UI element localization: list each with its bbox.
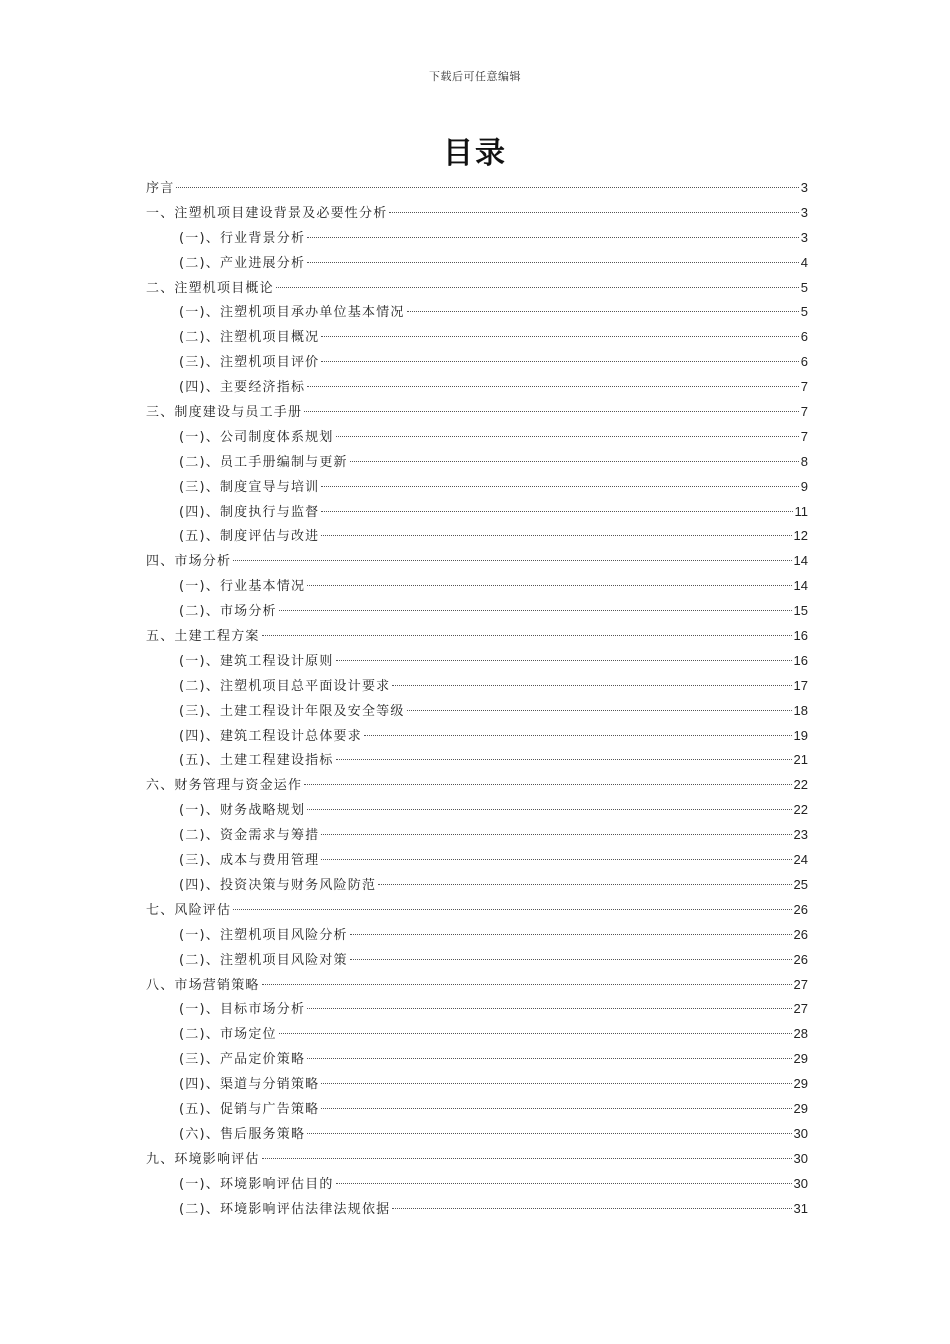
toc-entry-page-number: 4: [800, 254, 808, 270]
toc-entry[interactable]: [146, 500, 808, 525]
toc-dot-leader: [307, 585, 791, 586]
toc-dot-leader: [321, 535, 791, 536]
toc-dot-leader: [350, 461, 799, 462]
toc-entry-page-number: 5: [800, 304, 808, 320]
toc-dot-leader: [176, 187, 798, 188]
toc-entry[interactable]: [146, 276, 808, 301]
toc-entry-label: (六)、售后服务策略: [179, 1126, 306, 1142]
toc-entry-label: (四)、渠道与分销策略: [179, 1077, 320, 1093]
toc-entry-page-number: 30: [793, 1125, 808, 1141]
toc-dot-leader: [262, 1158, 792, 1159]
toc-entry[interactable]: [146, 649, 808, 674]
toc-entry-label: (一)、目标市场分析: [179, 1002, 306, 1018]
toc-entry[interactable]: [146, 1022, 808, 1047]
toc-entry-page-number: 23: [793, 827, 808, 843]
toc-entry-label: (二)、资金需求与筹措: [179, 828, 320, 844]
table-of-contents: [146, 176, 808, 1221]
toc-entry-label: (三)、成本与费用管理: [179, 853, 320, 869]
toc-entry-page-number: 16: [793, 628, 808, 644]
toc-entry-page-number: 18: [793, 702, 808, 718]
toc-entry-page-number: 9: [800, 478, 808, 494]
toc-entry-label: (二)、注塑机项目风险对策: [179, 952, 348, 968]
toc-dot-leader: [307, 1008, 791, 1009]
toc-entry-label: (四)、建筑工程设计总体要求: [179, 728, 362, 744]
toc-entry-page-number: 6: [800, 354, 808, 370]
toc-entry[interactable]: [146, 201, 808, 226]
toc-dot-leader: [307, 386, 799, 387]
toc-entry-page-number: 22: [793, 777, 808, 793]
toc-entry-label: 九、环境影响评估: [146, 1151, 260, 1167]
toc-entry-label: (一)、行业基本情况: [179, 579, 306, 595]
toc-entry-label: 七、风险评估: [146, 902, 232, 918]
toc-entry-page-number: 6: [800, 329, 808, 345]
toc-entry-label: (三)、土建工程设计年限及安全等级: [179, 703, 405, 719]
toc-entry-page-number: 21: [793, 752, 808, 768]
toc-entry-page-number: 28: [793, 1026, 808, 1042]
toc-entry[interactable]: [146, 997, 808, 1022]
toc-entry-page-number: 26: [793, 901, 808, 917]
toc-entry[interactable]: [146, 898, 808, 923]
toc-entry[interactable]: [146, 748, 808, 773]
toc-dot-leader: [364, 735, 792, 736]
toc-dot-leader: [321, 486, 798, 487]
toc-entry-page-number: 7: [800, 379, 808, 395]
toc-entry-page-number: 3: [800, 229, 808, 245]
toc-dot-leader: [307, 809, 791, 810]
toc-entry-label: (一)、注塑机项目风险分析: [179, 927, 348, 943]
toc-entry-label: (二)、注塑机项目概况: [179, 330, 320, 346]
toc-entry-label: 四、市场分析: [146, 554, 232, 570]
toc-entry-page-number: 24: [793, 852, 808, 868]
toc-entry[interactable]: [146, 549, 808, 574]
toc-dot-leader: [321, 1083, 791, 1084]
toc-entry[interactable]: [146, 674, 808, 699]
toc-entry-page-number: 25: [793, 876, 808, 892]
toc-entry-page-number: 30: [793, 1175, 808, 1191]
toc-entry[interactable]: [146, 1197, 808, 1222]
toc-dot-leader: [392, 1208, 791, 1209]
toc-dot-leader: [262, 635, 792, 636]
toc-entry-page-number: 3: [800, 204, 808, 220]
toc-entry-page-number: 27: [793, 976, 808, 992]
toc-dot-leader: [350, 959, 792, 960]
toc-entry[interactable]: [146, 350, 808, 375]
toc-entry-page-number: 26: [793, 926, 808, 942]
toc-entry-label: (三)、注塑机项目评价: [179, 355, 320, 371]
toc-dot-leader: [321, 361, 798, 362]
toc-entry[interactable]: [146, 699, 808, 724]
toc-entry-page-number: 22: [793, 802, 808, 818]
toc-entry-label: (二)、市场分析: [179, 604, 277, 620]
toc-entry-label: (四)、制度执行与监督: [179, 504, 320, 520]
toc-entry[interactable]: [146, 823, 808, 848]
toc-entry[interactable]: [146, 873, 808, 898]
toc-entry[interactable]: [146, 400, 808, 425]
toc-dot-leader: [321, 859, 791, 860]
toc-entry-label: 三、制度建设与员工手册: [146, 405, 303, 421]
toc-entry-label: 八、市场营销策略: [146, 977, 260, 993]
header-note: 下载后可任意编辑: [429, 70, 521, 83]
toc-dot-leader: [307, 1058, 791, 1059]
toc-entry-label: (二)、员工手册编制与更新: [179, 454, 348, 470]
toc-entry[interactable]: [146, 1147, 808, 1172]
toc-entry-label: (二)、产业进展分析: [179, 255, 306, 271]
toc-entry-label: (一)、财务战略规划: [179, 803, 306, 819]
toc-dot-leader: [279, 610, 792, 611]
toc-entry-label: 六、财务管理与资金运作: [146, 778, 303, 794]
toc-entry[interactable]: [146, 375, 808, 400]
toc-entry[interactable]: [146, 1097, 808, 1122]
toc-entry[interactable]: [146, 226, 808, 251]
toc-entry[interactable]: [146, 948, 808, 973]
toc-entry-label: (五)、土建工程建设指标: [179, 753, 334, 769]
toc-entry[interactable]: [146, 425, 808, 450]
toc-entry[interactable]: [146, 325, 808, 350]
toc-dot-leader: [233, 909, 791, 910]
toc-dot-leader: [304, 411, 799, 412]
toc-entry-page-number: 7: [800, 428, 808, 444]
toc-entry-page-number: 3: [800, 180, 808, 195]
toc-entry-label: (五)、促销与广告策略: [179, 1101, 320, 1117]
toc-entry-page-number: 29: [793, 1100, 808, 1116]
toc-entry-page-number: 29: [793, 1076, 808, 1092]
toc-dot-leader: [407, 311, 799, 312]
toc-entry[interactable]: [146, 599, 808, 624]
toc-entry-page-number: 17: [793, 677, 808, 693]
toc-entry-label: 一、注塑机项目建设背景及必要性分析: [146, 205, 388, 221]
toc-entry[interactable]: [146, 973, 808, 998]
toc-dot-leader: [336, 1183, 792, 1184]
toc-entry[interactable]: [146, 176, 808, 201]
toc-entry[interactable]: [146, 1047, 808, 1072]
toc-dot-leader: [307, 262, 799, 263]
toc-entry-label: (二)、市场定位: [179, 1027, 277, 1043]
toc-entry[interactable]: [146, 1122, 808, 1147]
toc-dot-leader: [279, 1033, 792, 1034]
page-title: 目录: [443, 136, 507, 171]
toc-entry-page-number: 26: [793, 951, 808, 967]
toc-entry-label: 五、土建工程方案: [146, 629, 260, 645]
toc-entry-page-number: 11: [794, 503, 808, 519]
toc-entry-label: (一)、环境影响评估目的: [179, 1176, 334, 1192]
toc-dot-leader: [336, 660, 792, 661]
toc-entry-label: (四)、主要经济指标: [179, 380, 306, 396]
toc-entry-label: (三)、制度宣导与培训: [179, 479, 320, 495]
toc-dot-leader: [307, 237, 799, 238]
toc-entry-page-number: 7: [800, 404, 808, 420]
toc-entry-label: (二)、注塑机项目总平面设计要求: [179, 678, 391, 694]
toc-dot-leader: [304, 784, 791, 785]
toc-dot-leader: [276, 287, 799, 288]
toc-entry-page-number: 12: [793, 528, 808, 544]
toc-entry[interactable]: [146, 624, 808, 649]
toc-dot-leader: [321, 834, 791, 835]
toc-dot-leader: [321, 1108, 791, 1109]
toc-dot-leader: [389, 212, 798, 213]
toc-dot-leader: [350, 934, 792, 935]
toc-entry[interactable]: [146, 450, 808, 475]
toc-entry[interactable]: [146, 1072, 808, 1097]
toc-entry[interactable]: [146, 475, 808, 500]
toc-entry-page-number: 29: [793, 1051, 808, 1067]
toc-entry[interactable]: [146, 1172, 808, 1197]
toc-dot-leader: [262, 984, 792, 985]
toc-entry[interactable]: [146, 300, 808, 325]
toc-entry-page-number: 16: [793, 652, 808, 668]
toc-entry[interactable]: [146, 524, 808, 549]
toc-entry-page-number: 31: [793, 1200, 808, 1216]
toc-entry-label: (一)、公司制度体系规划: [179, 429, 334, 445]
toc-entry-page-number: 30: [793, 1150, 808, 1166]
toc-entry-label: (一)、行业背景分析: [179, 230, 306, 246]
toc-entry-page-number: 5: [800, 279, 808, 295]
toc-entry-label: (一)、建筑工程设计原则: [179, 653, 334, 669]
toc-dot-leader: [378, 884, 791, 885]
toc-entry-page-number: 8: [800, 453, 808, 469]
toc-entry-page-number: 15: [793, 603, 808, 619]
toc-dot-leader: [336, 436, 799, 437]
toc-entry-page-number: 19: [793, 727, 808, 743]
toc-entry-page-number: 14: [793, 578, 808, 594]
toc-dot-leader: [407, 710, 792, 711]
toc-dot-leader: [321, 511, 792, 512]
toc-entry[interactable]: [146, 798, 808, 823]
toc-entry-label: (五)、制度评估与改进: [179, 529, 320, 545]
toc-dot-leader: [307, 1133, 791, 1134]
toc-dot-leader: [321, 336, 798, 337]
toc-dot-leader: [233, 560, 791, 561]
toc-dot-leader: [392, 685, 791, 686]
toc-entry[interactable]: [146, 574, 808, 599]
toc-entry-label: (四)、投资决策与财务风险防范: [179, 877, 377, 893]
toc-entry-page-number: 14: [793, 553, 808, 569]
toc-entry-label: (一)、注塑机项目承办单位基本情况: [179, 305, 405, 321]
toc-entry[interactable]: [146, 773, 808, 798]
toc-entry-label: (二)、环境影响评估法律法规依据: [179, 1201, 391, 1217]
toc-entry-page-number: 27: [793, 1001, 808, 1017]
toc-entry[interactable]: [146, 848, 808, 873]
toc-entry[interactable]: [146, 923, 808, 948]
toc-entry-label: 二、注塑机项目概论: [146, 280, 274, 296]
toc-entry[interactable]: [146, 724, 808, 749]
toc-entry-label: (三)、产品定价策略: [179, 1052, 306, 1068]
toc-entry[interactable]: [146, 251, 808, 276]
toc-dot-leader: [336, 759, 792, 760]
toc-entry-label: 序言: [146, 181, 175, 196]
